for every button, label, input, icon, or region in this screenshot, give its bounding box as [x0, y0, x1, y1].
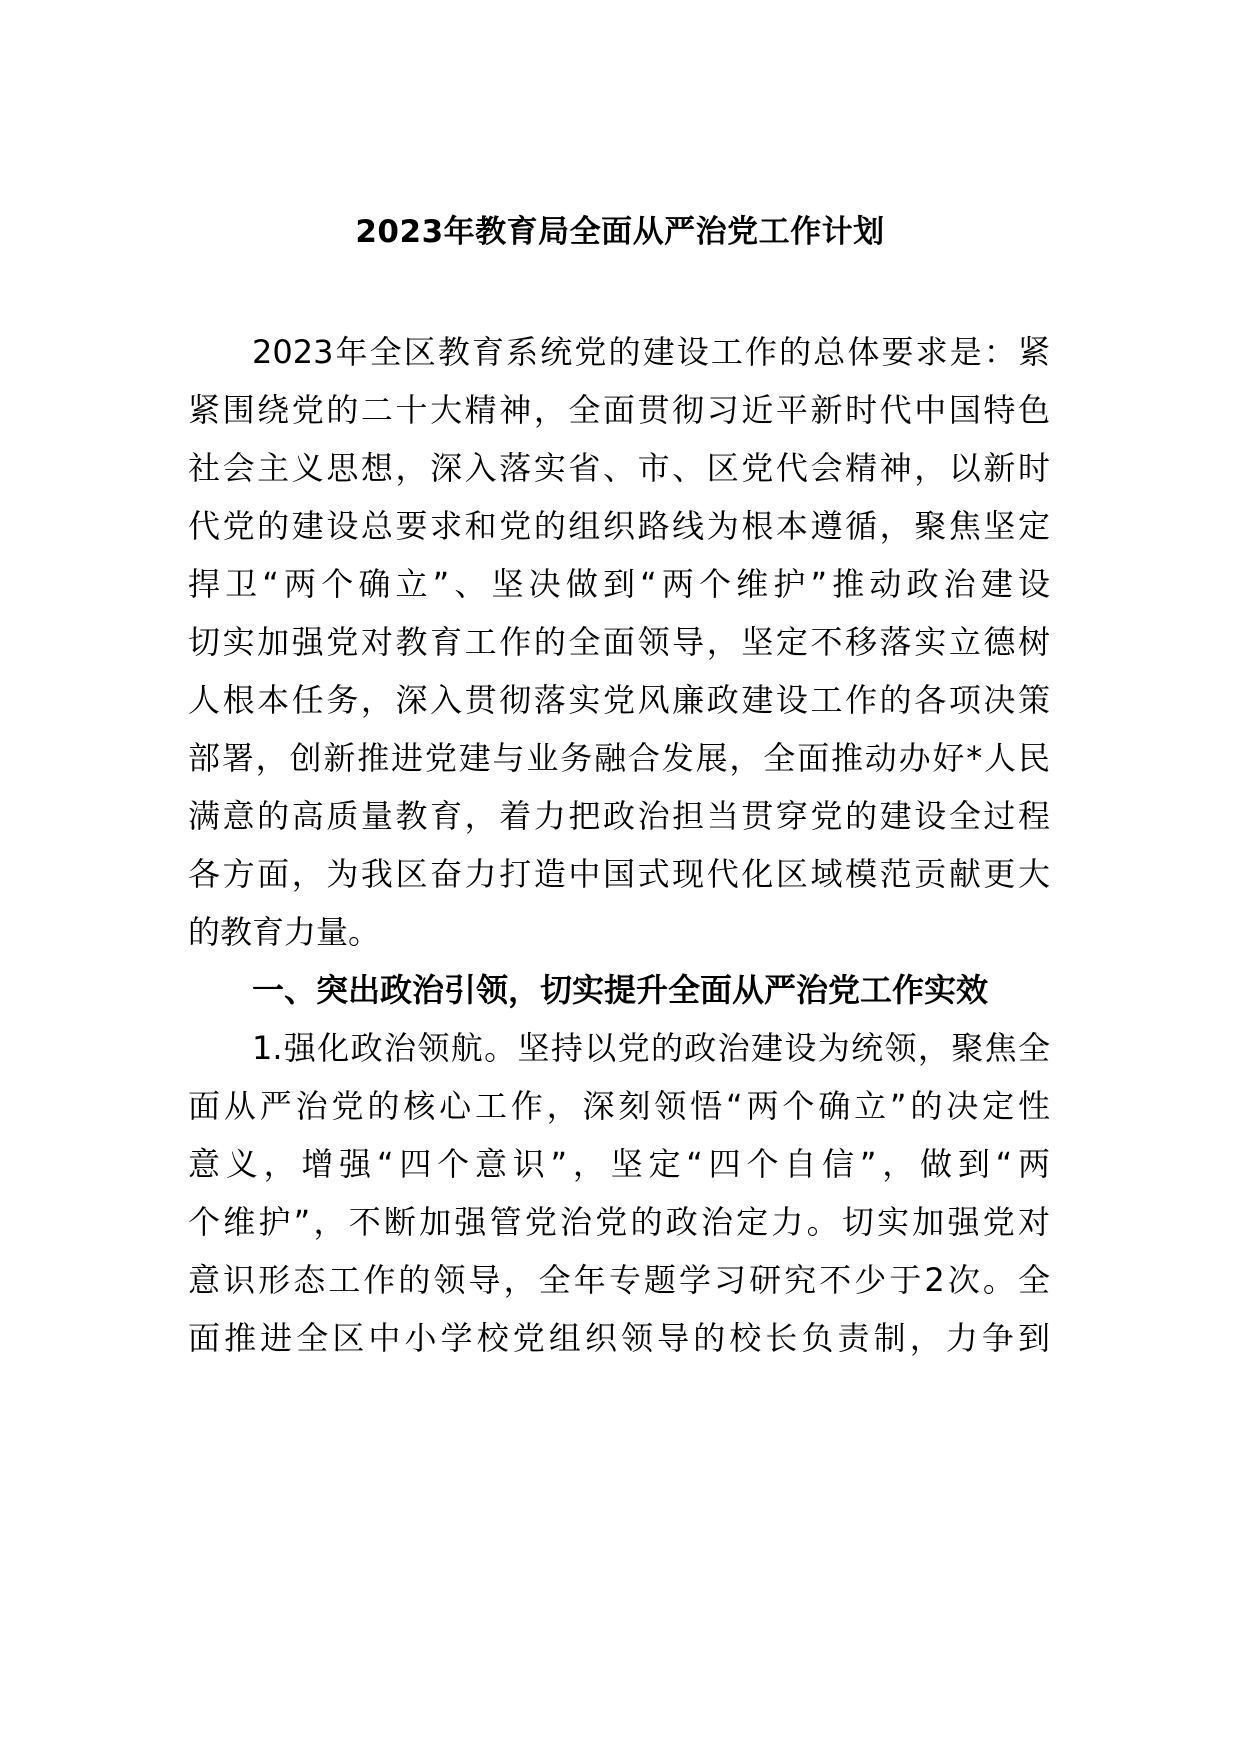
- paragraph-1-line: 捍卫“两个确立”、坚决做到“两个维护”推动政治建设: [188, 565, 1050, 603]
- paragraph-1-line: 2023年全区教育系统党的建设工作的总体要求是：紧: [252, 333, 1050, 371]
- section-heading-1: 一、突出政治引领，切实提升全面从严治党工作实效: [252, 971, 989, 1009]
- paragraph-2-line: 意识形态工作的领导，全年专题学习研究不少于2次。全: [188, 1261, 1050, 1299]
- paragraph-2-line: 面推进全区中小学校党组织领导的校长负责制，力争到: [188, 1319, 1050, 1357]
- paragraph-1-line: 紧围绕党的二十大精神，全面贯彻习近平新时代中国特色: [188, 391, 1050, 429]
- paragraph-1-line: 代党的建设总要求和党的组织路线为根本遵循，聚焦坚定: [188, 507, 1050, 545]
- paragraph-2-line: 1.强化政治领航。坚持以党的政治建设为统领，聚焦全: [252, 1029, 1050, 1067]
- paragraph-1-line: 满意的高质量教育，着力把政治担当贯穿党的建设全过程: [188, 797, 1050, 835]
- document-title: 2023年教育局全面从严治党工作计划: [355, 214, 885, 250]
- paragraph-1-line: 切实加强党对教育工作的全面领导，坚定不移落实立德树: [188, 623, 1050, 661]
- paragraph-2-line: 意义，增强“四个意识”，坚定“四个自信”，做到“两: [188, 1145, 1050, 1183]
- paragraph-1-line: 人根本任务，深入贯彻落实党风廉政建设工作的各项决策: [188, 681, 1050, 719]
- paragraph-2-line: 个维护”，不断加强管党治党的政治定力。切实加强党对: [188, 1203, 1050, 1241]
- paragraph-2-line: 面从严治党的核心工作，深刻领悟“两个确立”的决定性: [188, 1087, 1050, 1125]
- paragraph-1-line: 的教育力量。: [188, 913, 381, 951]
- paragraph-1-line: 社会主义思想，深入落实省、市、区党代会精神，以新时: [188, 449, 1050, 487]
- paragraph-1-line: 各方面，为我区奋力打造中国式现代化区域模范贡献更大: [188, 855, 1050, 893]
- paragraph-1-line: 部署，创新推进党建与业务融合发展，全面推动办好*人民: [188, 739, 1050, 777]
